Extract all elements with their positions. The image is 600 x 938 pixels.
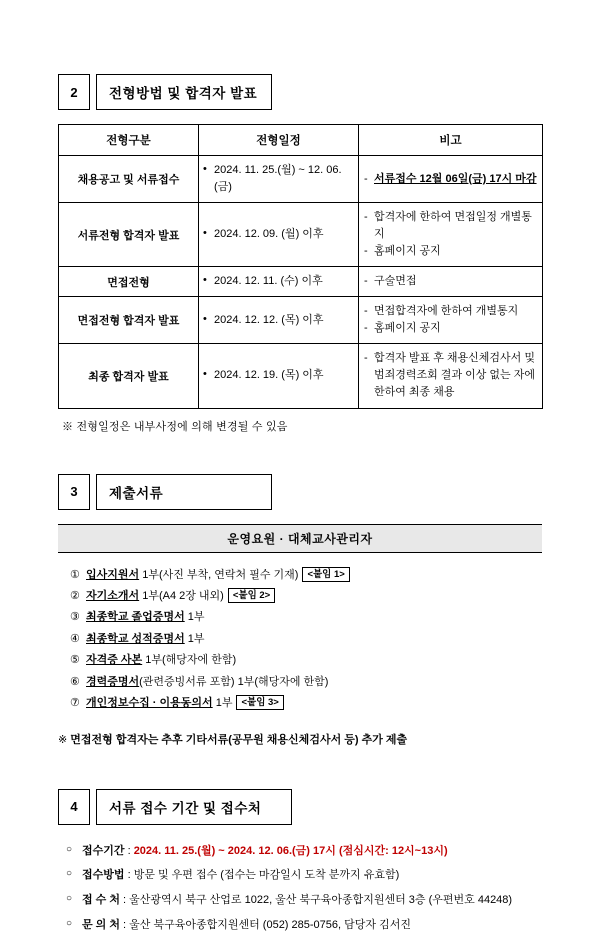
info-value: 방문 및 우편 접수 (접수는 마감일시 도착 분까지 유효함) — [133, 869, 400, 882]
cell-category: 채용공고 및 서류접수 — [59, 156, 199, 203]
list-item — [70, 629, 600, 650]
list-item — [70, 586, 600, 607]
section-4 — [0, 747, 600, 938]
cell-note — [359, 156, 543, 203]
cell-date: • 2024. 12. 19. (목) 이후 — [199, 344, 359, 408]
section-3-footnote — [58, 731, 600, 747]
info-value: 울산광역시 북구 산업로 1022, 울산 북구육아종합지원센터 3층 (우편번호 44248) — [129, 894, 513, 907]
list-item — [70, 565, 600, 586]
footnote-marker: ※ — [58, 733, 71, 746]
cell-note: - 구술면접 — [359, 267, 543, 297]
section-4-number: 4 — [58, 789, 90, 825]
attachment-tag: <붙임 1> — [302, 567, 349, 582]
cell-date: • 2024. 12. 12. (목) 이후 — [199, 297, 359, 344]
application-info-list — [0, 839, 600, 938]
cell-category: 면접전형 — [59, 267, 199, 297]
item-number: ① — [70, 568, 80, 581]
documents-subhead: 운영요원 · 대체교사관리자 — [58, 524, 542, 553]
cell-date: • 2024. 12. 11. (수) 이후 — [199, 267, 359, 297]
item-number: ⑤ — [70, 654, 80, 667]
cell-note: - 면접합격자에 한하여 개별통지 - 홈페이지 공지 — [359, 297, 543, 344]
item-detail: 1부(해당자에 한함) — [142, 654, 237, 667]
list-item — [66, 913, 600, 938]
cell-category: 최종 합격자 발표 — [59, 344, 199, 408]
item-name: 최종학교 성적증명서 — [86, 632, 185, 645]
info-separator: : — [124, 844, 134, 857]
section-2-title: 전형방법 및 합격자 발표 — [96, 74, 272, 110]
list-item — [66, 839, 600, 864]
section-4-heading — [58, 789, 600, 825]
info-separator: : — [124, 869, 134, 882]
table-row — [59, 344, 543, 408]
section-2-footnote: ※ 전형일정은 내부사정에 의해 변경될 수 있음 — [62, 420, 288, 433]
list-item — [70, 672, 600, 693]
list-item — [66, 888, 600, 913]
documents-list — [0, 565, 600, 715]
section-3-title: 제출서류 — [96, 474, 272, 510]
info-label: 문 의 처 — [82, 918, 120, 931]
item-name: 자격증 사본 — [86, 654, 143, 667]
section-4-title: 서류 접수 기간 및 접수처 — [96, 789, 292, 825]
list-item — [70, 650, 600, 671]
column-header-category: 전형구분 — [59, 125, 199, 156]
list-item — [66, 863, 600, 888]
item-name: 입사지원서 — [86, 568, 140, 581]
item-number: ② — [70, 589, 80, 602]
item-number: ⑥ — [70, 675, 80, 688]
item-detail: 1부 — [184, 632, 205, 645]
table-row — [59, 297, 543, 344]
item-detail: 1부(사진 부착, 연락처 필수 기재) — [139, 568, 299, 581]
column-header-date: 전형일정 — [199, 125, 359, 156]
section-3 — [0, 434, 600, 747]
table-row — [59, 267, 543, 297]
table-header-row — [59, 125, 543, 156]
info-label: 접수기간 — [82, 844, 125, 857]
item-name: 자기소개서 — [86, 589, 140, 602]
item-name: 최종학교 졸업증명서 — [86, 611, 185, 624]
attachment-tag: <붙임 2> — [228, 588, 275, 603]
schedule-table — [58, 124, 543, 409]
section-2 — [0, 0, 600, 434]
table-row — [59, 156, 543, 203]
cell-category: 서류전형 합격자 발표 — [59, 203, 199, 267]
section-3-heading — [58, 474, 600, 510]
cell-category: 면접전형 합격자 발표 — [59, 297, 199, 344]
item-detail: (관련증빙서류 포함) 1부(해당자에 한함) — [139, 675, 329, 688]
item-detail: 1부 — [212, 697, 233, 710]
section-2-number: 2 — [58, 74, 90, 110]
column-header-note: 비고 — [359, 125, 543, 156]
item-number: ④ — [70, 632, 80, 645]
section-2-heading — [58, 74, 600, 110]
list-item — [70, 693, 600, 714]
list-item — [70, 607, 600, 628]
info-separator: : — [120, 918, 130, 931]
section-3-number: 3 — [58, 474, 90, 510]
cell-note: - 합격자 발표 후 채용신체검사서 및 범죄경력조회 결과 이상 없는 자에 한하여 최종 채용 — [359, 344, 543, 408]
cell-date: • 2024. 12. 09. (월) 이후 — [199, 203, 359, 267]
item-name: 개인정보수집 · 이용동의서 — [86, 697, 213, 710]
attachment-tag: <붙임 3> — [236, 695, 283, 710]
cell-date: • 2024. 11. 25.(월) ~ 12. 06.(금) — [199, 156, 359, 203]
info-value: 2024. 11. 25.(월) ~ 2024. 12. 06.(금) 17시 (점심시간: 12시~13시) — [133, 844, 448, 857]
item-number: ③ — [70, 611, 80, 624]
item-number: ⑦ — [70, 697, 80, 710]
item-detail: 1부(A4 2장 내외) — [139, 589, 224, 602]
info-value: 울산 북구육아종합지원센터 (052) 285-0756, 담당자 김서진 — [129, 918, 411, 931]
cell-note: - 합격자에 한하여 면접일정 개별통지 - 홈페이지 공지 — [359, 203, 543, 267]
info-label: 접 수 처 — [82, 894, 120, 907]
info-label: 접수방법 — [82, 869, 125, 882]
item-name: 경력증명서 — [86, 675, 140, 688]
table-row — [59, 203, 543, 267]
note-emphasis: 서류접수 12월 06일(금) 17시 마감 — [374, 172, 537, 185]
item-detail: 1부 — [184, 611, 205, 624]
footnote-text: 면접전형 합격자는 추후 기타서류(공무원 채용신체검사서 등) 추가 제출 — [70, 733, 408, 746]
info-separator: : — [120, 894, 130, 907]
